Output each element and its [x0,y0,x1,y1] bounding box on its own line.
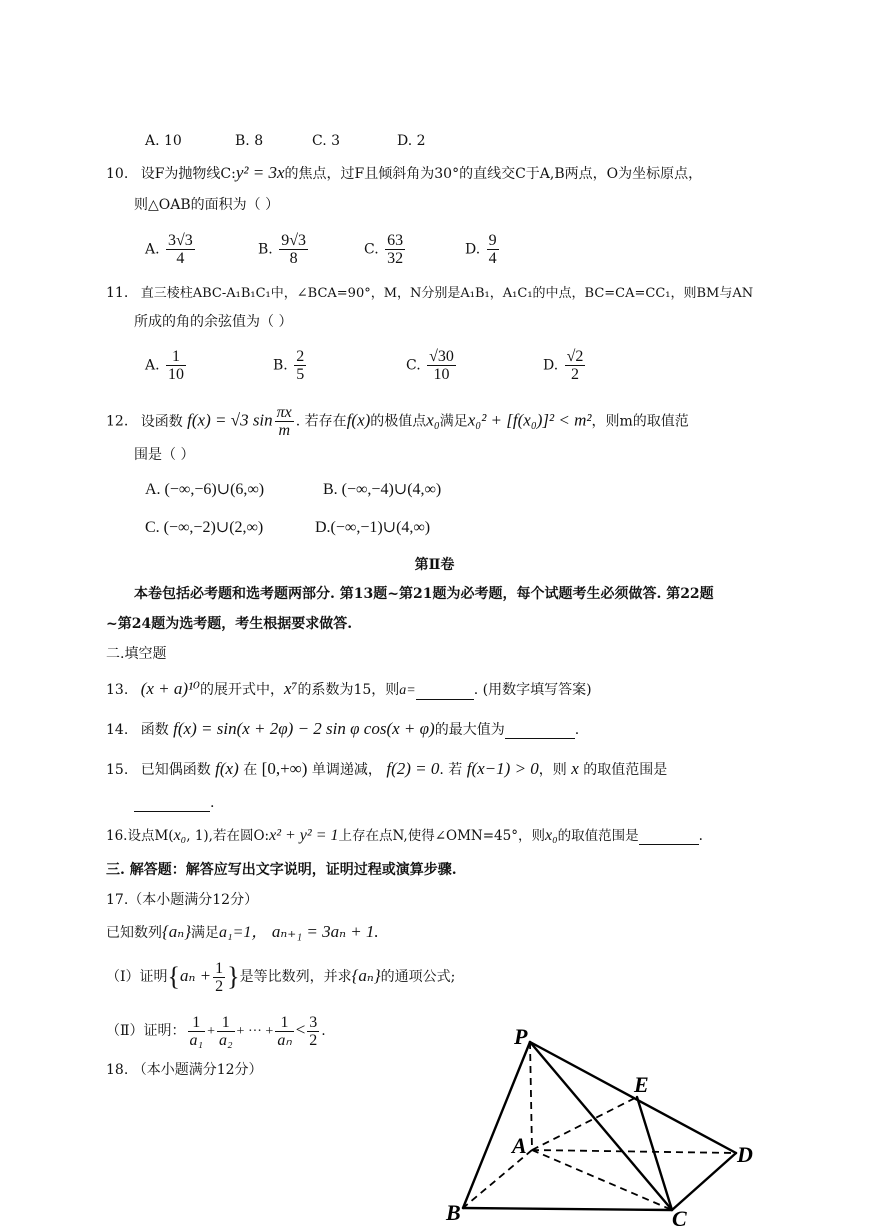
fill-heading: 二.填空题 [106,646,167,662]
q9-option-c: C. 3 [312,133,341,149]
edge-pb [463,1042,530,1208]
edge-pc [530,1042,672,1210]
edge-ac-hidden [532,1150,672,1210]
q14-line: 14. 函数 f(x) = sin(x + 2φ) − 2 sin φ cos(x + φ)的最大值为 . [106,719,580,738]
q11-option-d: D. $\frac{√2}{2}$ [543,348,584,383]
q12-function: f(x) = √3 sin [187,410,273,430]
edge-bc [463,1208,672,1210]
q10-line2: 则△OAB的面积为（ ） [134,197,280,213]
q12-number: 12. [106,413,129,430]
label-a: A [512,1133,527,1158]
q9-option-b: B. 8 [235,133,264,149]
q10-number: 10. [106,166,129,182]
q14-answer-blank[interactable] [505,738,575,739]
q15-answer-blank[interactable] [134,811,210,812]
edge-ab-hidden [463,1150,532,1208]
q11-option-a: A. $\frac{1}{10}$ [145,348,185,383]
q18-title: 18. （本小题满分12分） [106,1062,263,1078]
solve-heading: 三. 解答题：解答应写出文字说明，证明过程或演算步骤. [106,862,457,878]
q10-equation: y² = 3x [235,163,285,182]
edge-ad-hidden [532,1150,736,1153]
q11-text: 直三棱柱ABC-A₁B₁C₁中，∠BCA=90°，M，N分别是A₁B₁，A₁C₁的中点，BC=CA=CC₁，则BM与AN [140,286,754,301]
q11-line2: 所成的角的余弦值为（ ） [134,314,293,330]
label-b: B [446,1200,461,1225]
q12-inequality: x₀² + [f(x₀)]² < m² [467,410,592,430]
q12-option-a: A. (−∞,−6)∪(6,∞) [145,481,265,498]
q10-option-b: B. $\frac{9√3}{8}$ [258,232,306,267]
part2-description-2: ~第24题为选考题，考生根据要求做答. [106,616,353,632]
q16-line: 16.设点M(x₀, 1),若在圆O:x² + y² = 1上存在点N,使得∠OMN=45°，则x₀的取值范围是 . [106,827,703,844]
q11-line1 [106,284,753,303]
q17-given: 已知数列{aₙ}满足a₁=1， aₙ₊₁ = 3aₙ + 1. [106,922,379,941]
q15-line1: 15. 已知偶函数 f(x) 在 [0,+∞) 单调递减， f(2) = 0. 若 f(x−1) > 0，则 x 的取值范围是 [106,759,668,778]
q9-option-d: D. 2 [397,133,426,149]
q10-option-a: A. $\frac{3√3}{4}$ [145,232,193,267]
q17-part1: （Ⅰ）证明{aₙ + $\frac{1}{2}$ }是等比数列，并求{aₙ}的通项公式; [106,959,456,995]
label-d: D [737,1142,753,1167]
label-e: E [634,1072,649,1097]
q15-number: 15. [106,762,129,778]
q12-option-c: C. (−∞,−2)∪(2,∞) [145,519,264,536]
q10-option-d: D. $\frac{9}{4}$ [465,232,497,267]
pyramid-figure [440,1020,780,1228]
q10-line1 [106,164,702,183]
q11-option-b: B. $\frac{2}{5}$ [273,348,305,383]
q12-option-b: B. (−∞,−4)∪(4,∞) [323,481,442,498]
q10-text-2: 的焦点，过F且倾斜角为30°的直线交C于A,B两点，O为坐标原点， [284,166,703,182]
label-c: C [672,1206,687,1228]
edge-ec [637,1097,672,1210]
q10-option-c: C. $\frac{63}{32}$ [364,232,404,267]
q12-option-d: D.(−∞,−1)∪(4,∞) [315,519,431,536]
q11-option-c: C. $\frac{√30}{10}$ [406,348,454,383]
edge-cd [672,1153,736,1210]
q10-text: 设F为抛物线C: [140,166,236,182]
q12-line1: 12. 设函数 f(x) = √3 sin $\frac{\pi x}{m}$ . 若存在f(x)的极值点x₀满足x₀² + [f(x₀)]² < m²，则m的取值范 [106,404,689,439]
edge-pa-hidden [530,1042,532,1150]
label-p: P [514,1024,528,1049]
q9-option-a: A. 10 [145,133,182,149]
q17-part2: （Ⅱ）证明： $\frac{1}{\text{a₁}}$ + $\frac{1}{\text{a₂}}$ + ··· + $\frac{1}{\text{aₙ}}$ < $\frac{3}{2}$ . [106,1013,326,1049]
part2-description-1: 本卷包括必考题和选考题两部分. 第13题~第21题为必考题，每个试题考生必须做答. 第22题 [134,586,714,602]
q13-number: 13. [106,682,129,698]
q17-title: 17.（本小题满分12分） [106,892,259,908]
q16-answer-blank[interactable] [639,844,699,845]
q11-number: 11. [106,285,129,301]
q13-answer-blank[interactable] [416,699,474,700]
q12-line2: 围是（ ） [134,447,195,463]
q14-number: 14. [106,722,129,738]
q15-line2: . [134,794,214,812]
part2-title: 第Ⅱ卷 [414,557,455,573]
edge-pd [530,1042,736,1153]
q13-line: 13. (x + a)¹⁰的展开式中，x⁷的系数为15，则a= . (用数字填写答案) [106,679,592,698]
